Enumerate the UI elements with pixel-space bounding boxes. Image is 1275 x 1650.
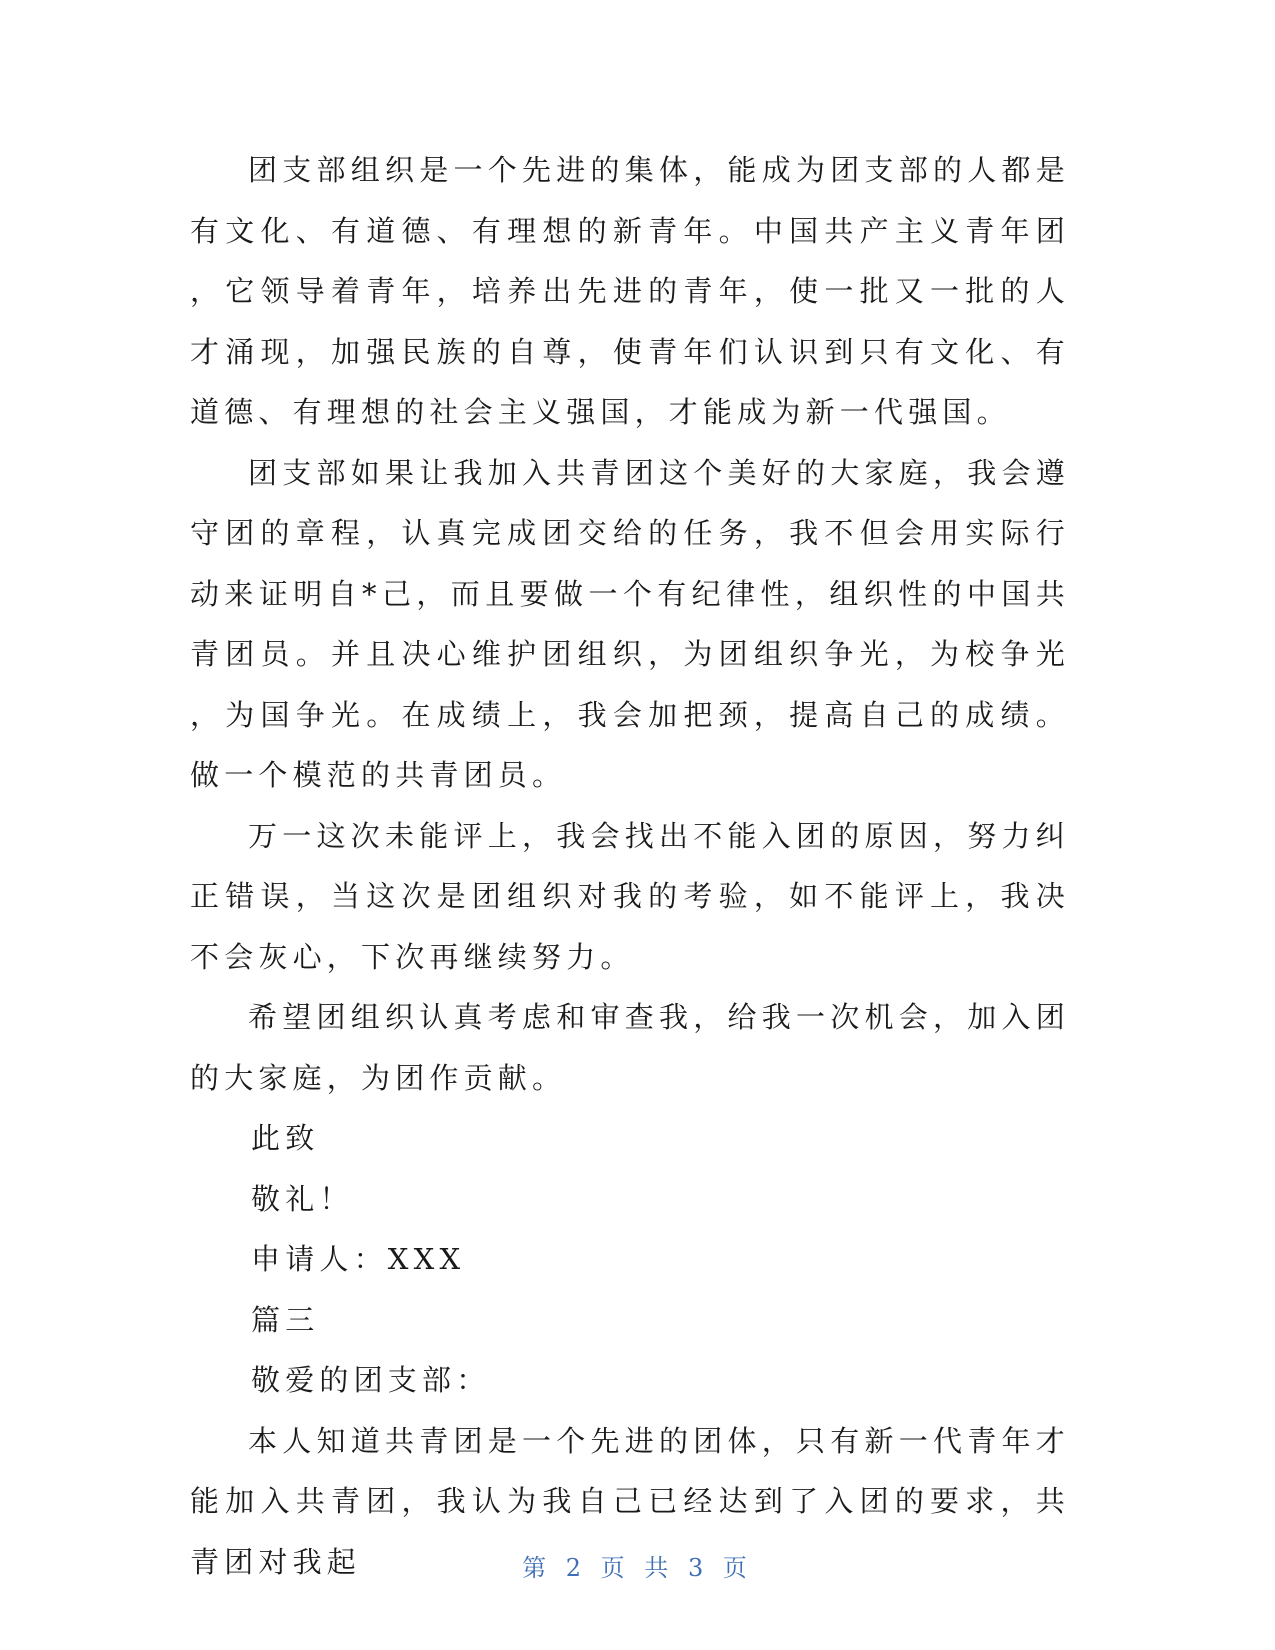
paragraph-5: 本人知道共青团是一个先进的团体，只有新一代青年才能加入共青团，我认为我自己已经达到了入团的要求，共青团对我起 xyxy=(190,1423,1070,1579)
closing-line: 此致 xyxy=(251,1121,320,1155)
paragraph-1: 团支部组织是一个先进的集体，能成为团支部的人都是有文化、有道德、有理想的新青年。中国共产主义青年团，它领导着青年，培养出先进的青年，使一批又一批的人才涌现，加强民族的自尊，使青年们认识到只有文化、有道德、有理想的社会主义强国，才能成为新一代强国。 xyxy=(190,153,1070,429)
section-label: 篇三 xyxy=(251,1302,320,1337)
page-number-indicator: 第 2 页 共 3 页 xyxy=(522,1554,753,1582)
paragraph-2: 团支部如果让我加入共青团这个美好的大家庭，我会遵守团的章程，认真完成团交给的任务，我不但会用实际行动来证明自*己，而且要做一个有纪律性，组织性的中国共青团员。并且决心维护团组织，为团组织争光，为校争光，为国争光。在成绩上，我会加把颈，提高自己的成绩。做一个模范的共青团员。 xyxy=(190,455,1070,792)
greeting-line: 敬爱的团支部： xyxy=(251,1363,491,1397)
salute-line: 敬礼！ xyxy=(251,1181,354,1216)
applicant-line: 申请人：XXX xyxy=(251,1242,466,1276)
paragraph-4: 希望团组织认真考虑和审查我，给我一次机会，加入团的大家庭，为团作贡献。 xyxy=(190,1000,1070,1095)
page-footer xyxy=(0,1548,1275,1583)
document-body xyxy=(190,140,1070,1592)
paragraph-3: 万一这次未能评上，我会找出不能入团的原因，努力纠正错误，当这次是团组织对我的考验，如不能评上，我决不会灰心，下次再继续努力。 xyxy=(190,818,1070,974)
